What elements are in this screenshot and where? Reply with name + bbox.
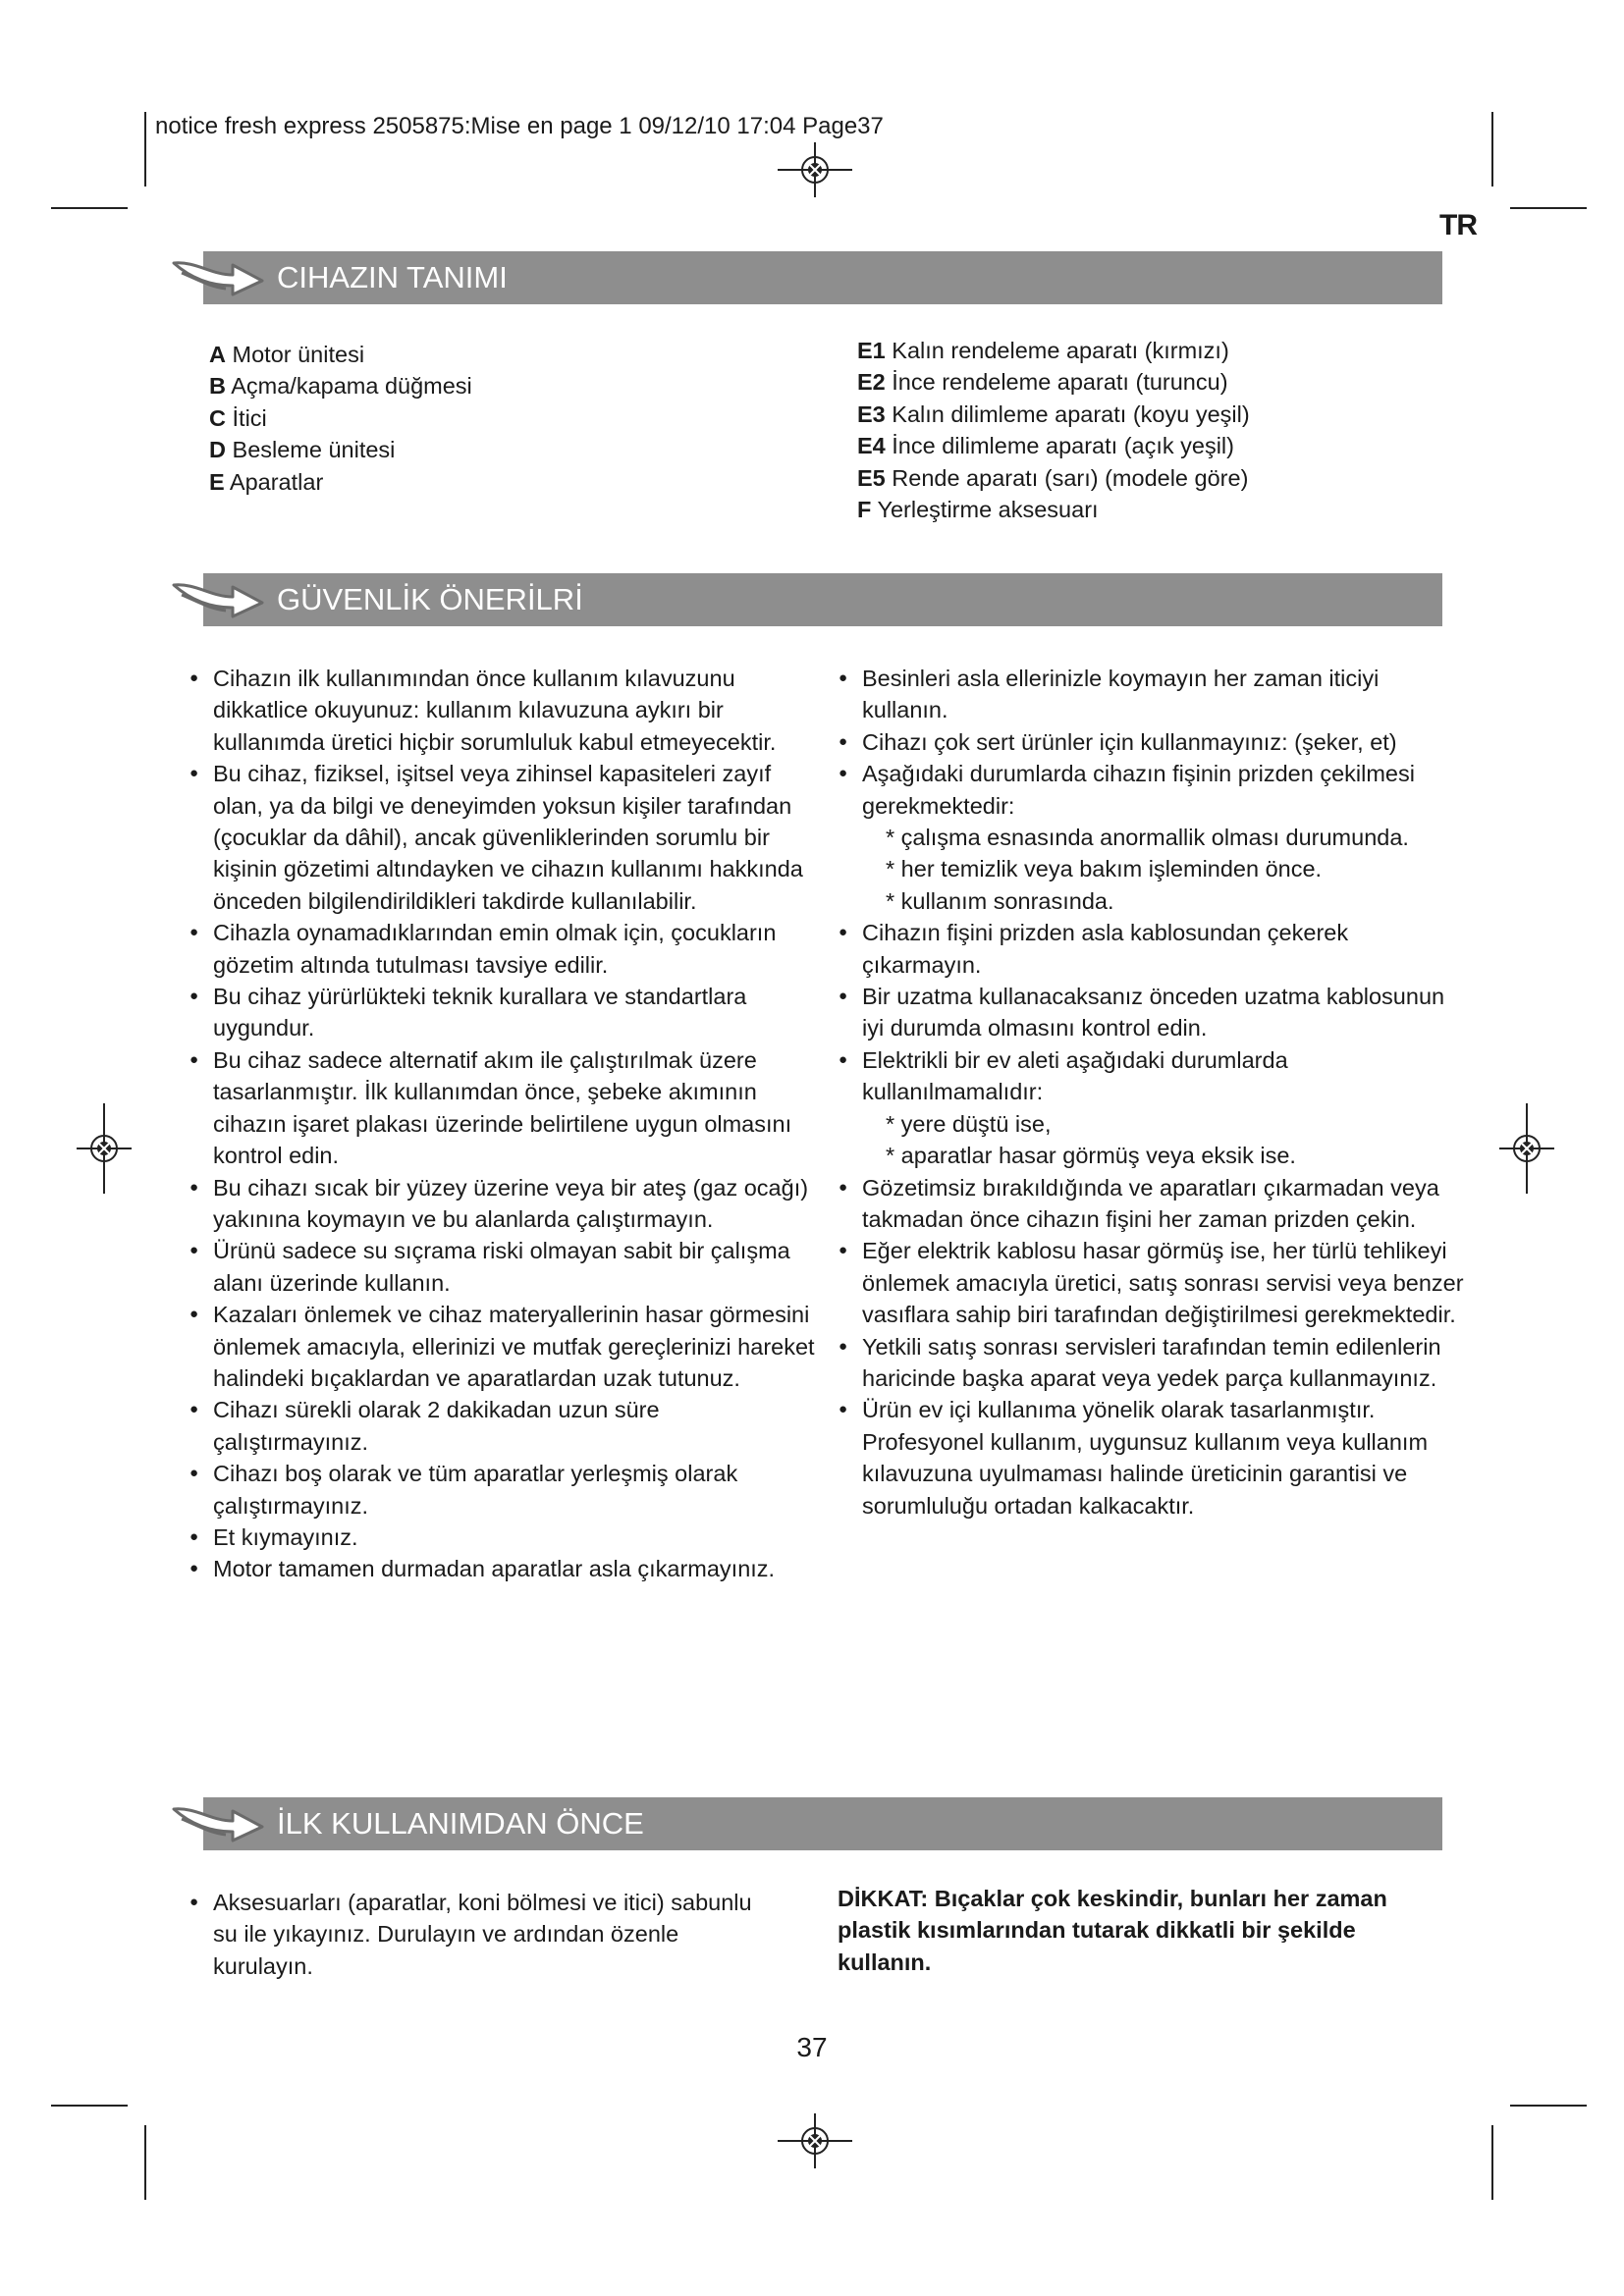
- bullet-text: Bu cihazı sıcak bir yüzey üzerine veya bir ateş (gaz ocağı) yakınına koymayın ve bu alanlarda çalıştırmayın.: [213, 1174, 809, 1232]
- component-label: Rende aparatı (sarı) (modele göre): [892, 464, 1249, 491]
- bullet-item: [189, 1044, 817, 1172]
- arrow-icon: [172, 1799, 270, 1848]
- bullet-item: [189, 663, 817, 758]
- crop-mark-top-right-h: [1510, 207, 1587, 209]
- component-label: Aparatlar: [229, 468, 324, 495]
- bullet-text: Et kıymayınız.: [213, 1523, 358, 1550]
- bullet-item: [189, 1522, 817, 1553]
- crop-mark-top-right-v: [1491, 112, 1493, 187]
- component-item: [857, 399, 1446, 430]
- component-key: E2: [857, 369, 886, 396]
- component-key: D: [209, 437, 226, 463]
- component-label: Yerleştirme aksesuarı: [877, 497, 1099, 523]
- bullet-item: [838, 917, 1466, 981]
- bullet-text: Motor tamamen durmadan aparatlar asla çıkarmayınız.: [213, 1556, 776, 1582]
- arrow-icon: [172, 253, 270, 302]
- component-label: İnce rendeleme aparatı (turuncu): [892, 369, 1228, 396]
- component-label: Açma/kapama düğmesi: [231, 373, 472, 400]
- bullet-item: [189, 1394, 817, 1458]
- component-item: [857, 335, 1446, 366]
- bullet-item: [189, 1887, 768, 1982]
- crop-mark-bottom-left-v: [144, 2125, 146, 2200]
- bullet-item: [838, 1394, 1466, 1522]
- component-label: İtici: [232, 404, 267, 431]
- sub-item: * her temizlik veya bakım işleminden önce.: [886, 856, 1323, 882]
- bullet-text: Kazaları önlemek ve cihaz materyallerinin hasar görmesini önlemek amacıyla, ellerinizi ve mutfak gereçlerinizi hareket halindeki bıçaklardan ve aparatlardan uzak tutunuz.: [213, 1302, 815, 1391]
- bullet-item: [838, 726, 1466, 758]
- component-item: [857, 430, 1446, 461]
- bullet-item: [838, 758, 1466, 917]
- component-item: [857, 366, 1446, 398]
- component-list-right: [857, 335, 1446, 525]
- bullet-text: Gözetimsiz bırakıldığında ve aparatları çıkarmadan veya takmadan önce cihazın fişini her zaman prizden çekin.: [862, 1174, 1439, 1232]
- sub-item: * yere düştü ise,: [886, 1110, 1052, 1137]
- section-title: GÜVENLİK ÖNERİLRİ: [277, 582, 583, 616]
- bullet-item: [838, 663, 1466, 726]
- component-label: Besleme ünitesi: [232, 437, 396, 463]
- bullet-item: [189, 1553, 817, 1584]
- bullet-text: Bir uzatma kullanacaksanız önceden uzatma kablosunun iyi durumda olmasını kontrol edin.: [862, 984, 1445, 1041]
- bullet-item: [838, 1172, 1466, 1236]
- bullet-text: Cihazla oynamadıklarından emin olmak için, çocukların gözetim altında tutulması tavsiye edilir.: [213, 920, 777, 978]
- bullet-text: Cihazı sürekli olarak 2 dakikadan uzun süre çalıştırmayınız.: [213, 1397, 660, 1455]
- crop-mark-top-left-h: [51, 207, 128, 209]
- bullet-text: Cihazın fişini prizden asla kablosundan çekerek çıkarmayın.: [862, 920, 1349, 978]
- component-list-left: [209, 339, 759, 498]
- sub-item: * kullanım sonrasında.: [886, 887, 1114, 914]
- component-key: E5: [857, 464, 886, 491]
- bullet-text: Bu cihaz sadece alternatif akım ile çalıştırılmak üzere tasarlanmıştır. İlk kullanımdan önce, şebeke akımının cihazın işaret plakası üzerinde belirtilene uygun olmasını kontrol edin.: [213, 1046, 792, 1169]
- component-key: A: [209, 342, 226, 367]
- component-key: C: [209, 404, 226, 431]
- component-key: E4: [857, 433, 886, 459]
- bullet-text: Ürünü sadece su sıçrama riski olmayan sabit bir çalışma alanı üzerinde kullanın.: [213, 1238, 790, 1296]
- arrow-icon: [172, 575, 270, 624]
- component-label: Kalın dilimleme aparatı (koyu yeşil): [892, 400, 1250, 427]
- bullet-item: [189, 1235, 817, 1299]
- safety-list-left: [189, 663, 817, 1585]
- warning-text: DİKKAT: Bıçaklar çok keskindir, bunları her zaman plastik kısımlarından tutarak dikkatli bir şekilde kullanın.: [838, 1886, 1387, 1975]
- component-item: [857, 494, 1446, 525]
- bullet-item: [189, 917, 817, 981]
- bullet-item: [189, 1172, 817, 1236]
- crop-mark-top-left-v: [144, 112, 146, 187]
- sub-item: * çalışma esnasında anormallik olması durumunda.: [886, 825, 1409, 851]
- bullet-item: [838, 1044, 1466, 1172]
- component-label: İnce dilimleme aparatı (açık yeşil): [892, 433, 1234, 459]
- bullet-text: Bu cihaz yürürlükteki teknik kurallara ve standartlara uygundur.: [213, 984, 747, 1041]
- section-bar-before-first-use: [203, 1797, 1442, 1850]
- section-title: İLK KULLANIMDAN ÖNCE: [277, 1806, 644, 1841]
- bullet-item: [838, 1235, 1466, 1330]
- crop-mark-bottom-left-h: [51, 2105, 128, 2107]
- section-bar-device-description: [203, 251, 1442, 304]
- component-item: [209, 402, 759, 434]
- bullet-item: [189, 1458, 817, 1522]
- component-key: E1: [857, 338, 886, 363]
- bullet-text: Aksesuarları (aparatlar, koni bölmesi ve itici) sabunlu su ile yıkayınız. Durulayın ve ardından özenle kurulayın.: [213, 1890, 752, 1979]
- component-item: [209, 370, 759, 401]
- registration-mark-icon: [770, 2113, 860, 2168]
- print-header: notice fresh express 2505875:Mise en page 1 09/12/10 17:04 Page37: [155, 113, 884, 139]
- crop-mark-bottom-right-v: [1491, 2125, 1493, 2200]
- bullet-item: [189, 758, 817, 917]
- registration-mark-icon: [1499, 1103, 1554, 1194]
- bullet-item: [838, 981, 1466, 1044]
- bullet-text: Cihazın ilk kullanımından önce kullanım kılavuzunu dikkatlice okuyunuz: kullanım kılavuzuna aykırı bir kullanımda üretici hiçbir sorumluluk kabul etmeyecektir.: [213, 666, 777, 755]
- component-label: Kalın rendeleme aparatı (kırmızı): [892, 338, 1229, 363]
- page-number: 37: [796, 2032, 828, 2062]
- section-title: CIHAZIN TANIMI: [277, 260, 508, 294]
- component-key: E: [209, 468, 225, 495]
- component-key: E3: [857, 400, 886, 427]
- component-label: Motor ünitesi: [232, 342, 365, 367]
- registration-mark-icon: [77, 1103, 132, 1194]
- bullet-text: Besinleri asla ellerinizle koymayın her zaman iticiyi kullanın.: [862, 666, 1380, 723]
- registration-mark-icon: [770, 142, 860, 197]
- component-item: [209, 339, 759, 370]
- component-key: F: [857, 497, 872, 523]
- bullet-text: Bu cihaz, fiziksel, işitsel veya zihinsel kapasiteleri zayıf olan, ya da bilgi ve deneyimden yoksun kişiler tarafından (çocuklar da dâhil), ancak güvenliklerinden sorumlu bir kişinin gözetimi altındayken ve cihazın kullanımı hakkında önceden bilgilendirildikleri takdirde kullanılabilir.: [213, 761, 803, 914]
- section-bar-safety: [203, 573, 1442, 626]
- component-item: [209, 466, 759, 498]
- bullet-text: Eğer elektrik kablosu hasar görmüş ise, her türlü tehlikeyi önlemek amacıyla üretici, satış sonrası servisi veya benzer vasıflara sahip biri tarafından değiştirilmesi gerekmektedir.: [862, 1238, 1464, 1328]
- crop-mark-bottom-right-h: [1510, 2105, 1587, 2107]
- sub-item: * aparatlar hasar görmüş veya eksik ise.: [886, 1143, 1296, 1169]
- bullet-text: Cihazı boş olarak ve tüm aparatlar yerleşmiş olarak çalıştırmayınız.: [213, 1461, 738, 1519]
- language-tab: TR: [1439, 209, 1477, 241]
- bullet-text: Aşağıdaki durumlarda cihazın fişinin prizden çekilmesi gerekmektedir:: [862, 761, 1415, 819]
- bullet-item: [189, 1299, 817, 1394]
- component-item: [857, 462, 1446, 494]
- component-key: B: [209, 373, 226, 400]
- bullet-text: Yetkili satış sonrası servisleri tarafından temin edilenlerin haricinde başka aparat veya yedek parça kullanmayınız.: [862, 1333, 1441, 1391]
- bullet-text: Elektrikli bir ev aleti aşağıdaki durumlarda kullanılmamalıdır:: [862, 1046, 1288, 1105]
- bullet-text: Ürün ev içi kullanıma yönelik olarak tasarlanmıştır. Profesyonel kullanım, uygunsuz kullanım veya kullanım kılavuzuna uyulmaması halinde üreticinin garantisi ve sorumluluğu ortadan kalkacaktır.: [862, 1397, 1429, 1519]
- safety-list-right: [838, 663, 1466, 1522]
- bullet-item: [838, 1331, 1466, 1395]
- first-use-list: [189, 1887, 768, 1982]
- bullet-text: Cihazı çok sert ürünler için kullanmayınız: (şeker, et): [862, 728, 1397, 755]
- component-item: [209, 434, 759, 465]
- bullet-item: [189, 981, 817, 1044]
